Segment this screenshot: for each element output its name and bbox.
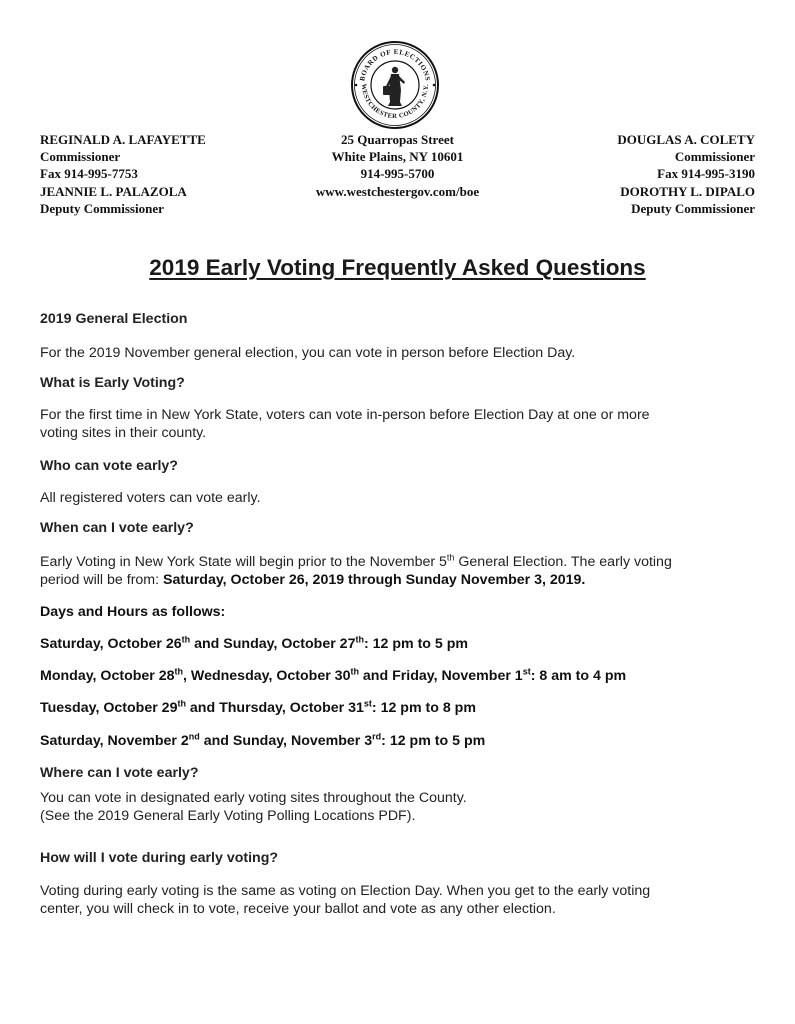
schedule-line xyxy=(40,700,476,716)
ordinal-suffix: st xyxy=(522,666,531,677)
answer-line xyxy=(40,571,585,589)
commissioner-name: REGINALD A. LAFAYETTE xyxy=(40,132,206,147)
fax-number: Fax 914-995-7753 xyxy=(40,166,138,182)
answer-line: You can vote in designated early voting sites throughout the County. xyxy=(40,790,467,806)
schedule-text: Saturday, November 2 xyxy=(40,733,189,749)
svg-text:WESTCHESTER COUNTY, N.Y.: WESTCHESTER COUNTY, N.Y. xyxy=(359,83,431,121)
early-voting-period: Saturday, October 26, 2019 through Sunday November 3, 2019. xyxy=(163,572,586,588)
deputy-commissioner-title: Deputy Commissioner xyxy=(631,200,755,216)
answer-text: period will be from: xyxy=(40,572,164,588)
schedule-text: and Friday, November 1 xyxy=(358,668,523,684)
schedule-line xyxy=(40,733,485,749)
ordinal-suffix: th xyxy=(174,666,184,677)
question-what-is-early-voting: What is Early Voting? xyxy=(40,375,185,391)
ordinal-suffix: th xyxy=(355,634,364,645)
question-how-will-i-vote: How will I vote during early voting? xyxy=(40,850,279,866)
board-of-elections-seal xyxy=(350,40,440,130)
schedule-text: , Wednesday, October 30 xyxy=(183,668,351,684)
schedule-text: and Sunday, November 3 xyxy=(199,733,373,749)
answer-line: Voting during early voting is the same as voting on Election Day. When you get to the early voting xyxy=(40,883,651,899)
ordinal-suffix: rd xyxy=(372,731,382,742)
city-state-zip: White Plains, NY 10601 xyxy=(331,149,464,165)
answer-line: center, you will check in to vote, receive your ballot and vote as any other election. xyxy=(40,901,556,917)
schedule-text: Monday, October 28 xyxy=(40,668,175,684)
answer-line xyxy=(40,553,672,571)
commissioner-name: DOUGLAS A. COLETY xyxy=(617,132,755,147)
ordinal-suffix: th xyxy=(177,698,186,709)
ordinal-suffix: st xyxy=(363,698,372,709)
header-left-column xyxy=(40,131,206,217)
answer-text: General Election. The early voting xyxy=(454,554,672,570)
schedule-line xyxy=(40,668,626,684)
schedule-text: Tuesday, October 29 xyxy=(40,700,178,716)
street-address: 25 Quarropas Street xyxy=(341,132,454,147)
deputy-commissioner-title: Deputy Commissioner xyxy=(40,200,164,216)
commissioner-title: Commissioner xyxy=(40,149,121,165)
polling-locations-pdf-reference: (See the 2019 General Early Voting Polling Locations PDF). xyxy=(40,808,416,824)
svg-text:BOARD OF ELECTIONS: BOARD OF ELECTIONS xyxy=(358,47,432,82)
schedule-text: : 8 am to 4 pm xyxy=(530,668,627,684)
ordinal-suffix: th xyxy=(350,666,359,677)
schedule-text: Saturday, October 26 xyxy=(40,636,182,652)
question-where-can-i-vote-early: Where can I vote early? xyxy=(40,765,199,781)
commissioner-title: Commissioner xyxy=(674,149,755,165)
answer-line: voting sites in their county. xyxy=(40,425,207,441)
document-title: 2019 Early Voting Frequently Asked Questions xyxy=(149,255,646,280)
schedule-text: : 12 pm to 5 pm xyxy=(381,733,486,749)
answer-text: Early Voting in New York State will begin prior to the November 5 xyxy=(40,554,447,570)
header-right-column xyxy=(617,131,755,217)
phone-number: 914-995-5700 xyxy=(360,166,435,182)
schedule-line xyxy=(40,636,468,652)
answer-line: All registered voters can vote early. xyxy=(40,490,261,506)
schedule-text: and Thursday, October 31 xyxy=(185,700,364,716)
ordinal-suffix: th xyxy=(181,634,191,645)
answer-line: For the first time in New York State, voters can vote in-person before Election Day at one or more xyxy=(40,407,650,423)
deputy-commissioner-name: DOROTHY L. DIPALO xyxy=(620,183,755,199)
question-when-can-i-vote-early: When can I vote early? xyxy=(40,520,194,536)
website-link[interactable]: www.westchestergov.com/boe xyxy=(315,183,480,199)
schedule-text: and Sunday, October 27 xyxy=(190,636,356,652)
question-who-can-vote-early: Who can vote early? xyxy=(40,458,178,474)
general-election-text: For the 2019 November general election, you can vote in person before Election Day. xyxy=(40,345,576,361)
days-hours-heading: Days and Hours as follows: xyxy=(40,604,226,620)
header-center-column xyxy=(250,131,545,200)
fax-number: Fax 914-995-3190 xyxy=(657,166,755,182)
schedule-text: : 12 pm to 8 pm xyxy=(371,700,476,716)
schedule-text: : 12 pm to 5 pm xyxy=(363,636,469,652)
general-election-heading: 2019 General Election xyxy=(40,311,188,327)
deputy-commissioner-name: JEANNIE L. PALAZOLA xyxy=(40,183,187,199)
ordinal-suffix: th xyxy=(446,552,455,563)
ordinal-suffix: nd xyxy=(188,731,200,742)
